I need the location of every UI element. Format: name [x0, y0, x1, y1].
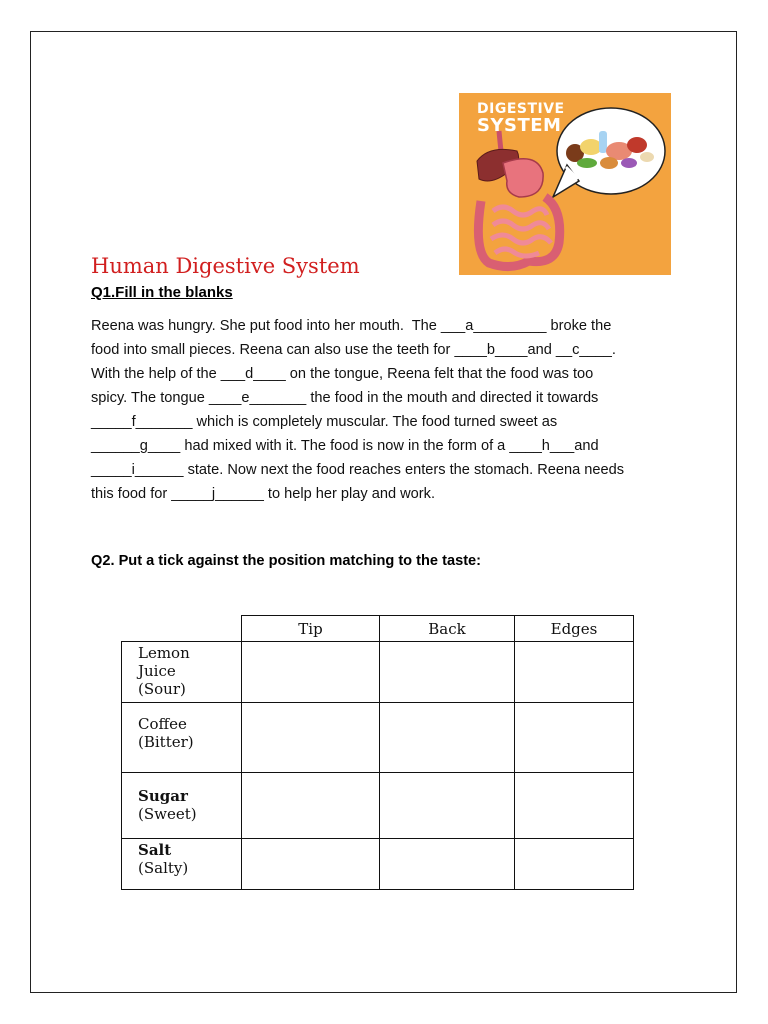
table-row: [122, 703, 634, 773]
column-header-edges: Edges: [515, 616, 634, 642]
row-label-line: (Sour): [138, 680, 186, 698]
row-label-line: Juice: [138, 662, 176, 680]
column-header-tip: Tip: [242, 616, 380, 642]
row-label-bitter: [122, 703, 242, 773]
hero-title: [477, 102, 565, 135]
page-title: Human Digestive System: [91, 254, 360, 278]
passage-line: With the help of the ___d____ on the tongue, Reena felt that the food was too: [91, 366, 594, 382]
tick-cell-salty-edges[interactable]: [515, 839, 634, 890]
hero-title-line1: DIGESTIVE: [477, 101, 565, 117]
tick-cell-sweet-tip[interactable]: [242, 773, 380, 839]
passage-line: food into small pieces. Reena can also use the teeth for ____b____and __c____.: [91, 342, 616, 358]
passage-line: Reena was hungry. She put food into her mouth. The ___a_________ broke the: [91, 318, 612, 334]
row-label-line: (Bitter): [138, 733, 194, 751]
tick-cell-salty-back[interactable]: [380, 839, 515, 890]
table-row: [122, 839, 634, 890]
table-header-row: [122, 616, 634, 642]
column-header-back: Back: [380, 616, 515, 642]
passage-line: _____i______ state. Now next the food reaches enters the stomach. Reena needs: [91, 462, 625, 478]
tick-cell-bitter-tip[interactable]: [242, 703, 380, 773]
table-row: [122, 642, 634, 703]
row-label-line: (Sweet): [138, 805, 197, 823]
tick-cell-bitter-edges[interactable]: [515, 703, 634, 773]
row-label-line: Sugar: [138, 787, 188, 805]
tick-cell-sour-tip[interactable]: [242, 642, 380, 703]
row-label-line: Coffee: [138, 715, 187, 733]
q1-passage: [91, 314, 691, 506]
tick-cell-sweet-edges[interactable]: [515, 773, 634, 839]
tick-cell-sour-edges[interactable]: [515, 642, 634, 703]
row-label-sweet: [122, 773, 242, 839]
row-label-sour: [122, 642, 242, 703]
q1-heading: Q1.Fill in the blanks: [91, 284, 233, 301]
hero-title-line2: SYSTEM: [477, 115, 562, 136]
table-corner-cell: [122, 616, 242, 642]
passage-line: _____f_______ which is completely muscular. The food turned sweet as: [91, 414, 558, 430]
passage-line: spicy. The tongue ____e_______ the food in the mouth and directed it towards: [91, 390, 599, 406]
taste-table: [121, 615, 634, 890]
row-label-line: (Salty): [138, 859, 189, 877]
row-label-salty: [122, 839, 242, 890]
digestive-system-image: [459, 93, 671, 275]
tick-cell-bitter-back[interactable]: [380, 703, 515, 773]
tick-cell-sweet-back[interactable]: [380, 773, 515, 839]
q2-heading: Q2. Put a tick against the position matching to the taste:: [91, 553, 482, 569]
row-label-line: Lemon: [138, 644, 190, 662]
table-row: [122, 773, 634, 839]
passage-line: ______g____ had mixed with it. The food is now in the form of a ____h___and: [91, 438, 599, 454]
tick-cell-salty-tip[interactable]: [242, 839, 380, 890]
passage-line: this food for _____j______ to help her play and work.: [91, 486, 436, 502]
row-label-line: Salt: [138, 841, 172, 859]
tick-cell-sour-back[interactable]: [380, 642, 515, 703]
